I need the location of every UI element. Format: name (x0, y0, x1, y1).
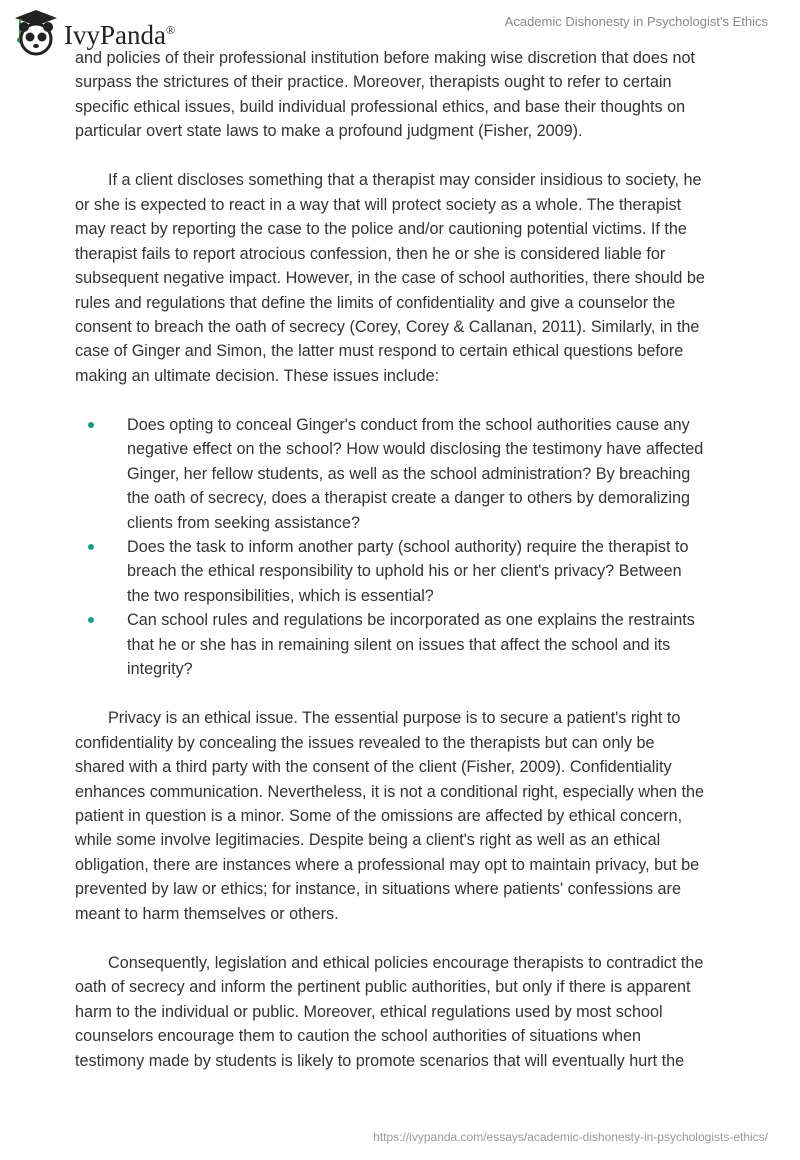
text-line: while some involve legitimacies. Despite being a client's right as well as an ethical (75, 831, 661, 850)
text-line: rules and regulations that define the limits of confidentiality and give a counselor the (75, 293, 676, 312)
essay-body (75, 46, 755, 1097)
text-line: enhances communication. Nevertheless, it is not a conditional right, especially when the (75, 782, 704, 801)
text-line: case of Ginger and Simon, the latter must respond to certain ethical questions before (75, 342, 684, 361)
paragraph (75, 706, 755, 926)
logo-text: IvyPanda® (64, 19, 176, 50)
list-item (75, 413, 755, 535)
text-line: prevented by law or ethics; for instance, in situations where patients' confessions are (75, 880, 681, 899)
text-line: Can school rules and regulations be incorporated as one explains the restraints (127, 611, 695, 630)
text-line: specific ethical issues, build individual professional ethics, and base their thoughts on (75, 97, 686, 116)
paragraph (75, 168, 755, 388)
text-line: and policies of their professional institution before making wise discretion that does not (75, 49, 695, 67)
text-line: breach the ethical responsibility to uphold his or her client's privacy? Between (127, 562, 682, 581)
text-line: oath of secrecy and inform the pertinent public authorities, but only if there is apparent (75, 978, 691, 997)
list-item (75, 535, 755, 608)
text-line: Does opting to conceal Ginger's conduct from the school authorities cause any (127, 415, 690, 434)
text-line: particular overt state laws to make a profound judgment (Fisher, 2009). (75, 122, 583, 141)
text-line: negative effect on the school? How would disclosing the testimony have affected (127, 440, 704, 459)
text-line: therapist fails to report atrocious confession, then he or she is considered liable for (75, 244, 666, 263)
text-line: harm to the individual or public. Moreover, ethical regulations used by most school (75, 1002, 663, 1021)
list-item (75, 608, 755, 681)
text-line: the two responsibilities, which is essential? (127, 586, 434, 605)
text-line: meant to harm themselves or others. (75, 904, 339, 923)
text-line: may react by reporting the case to the police and/or cautioning potential victims. If the (75, 220, 687, 239)
panda-graduate-icon (14, 8, 58, 56)
text-line: Privacy is an ethical issue. The essential purpose is to secure a patient's right to (108, 709, 681, 728)
paragraph (75, 46, 755, 144)
text-line: integrity? (127, 660, 193, 679)
text-line: patient in question is a minor. Some of the omissions are affected by ethical concern, (75, 807, 683, 825)
paragraph (75, 951, 755, 1073)
text-line: or she is expected to react in a way that will protect society as a whole. The therapist (75, 195, 682, 214)
text-line: subsequent negative impact. However, in the case of school authorities, there should be (75, 269, 705, 288)
text-line: that he or she has in remaining silent on issues that affect the school and its (127, 635, 671, 654)
text-line: Does the task to inform another party (school authority) require the therapist to (127, 538, 689, 557)
text-line: the oath of secrecy, does a therapist create a danger to others by demoralizing (127, 489, 690, 508)
text-line: Consequently, legislation and ethical policies encourage therapists to contradict the (108, 953, 704, 972)
bullet-icon (88, 617, 94, 623)
document-title: Academic Dishonesty in Psychologist's Ethics (504, 14, 768, 29)
bullet-list (75, 413, 755, 682)
text-line: clients from seeking assistance? (127, 513, 361, 532)
text-line: Ginger, her fellow students, as well as the school administration? By breaching (127, 464, 691, 483)
bullet-icon (88, 422, 94, 428)
bullet-icon (88, 544, 94, 550)
text-line: shared with a third party with the consent of the client (Fisher, 2009). Confidentiality (75, 758, 672, 777)
text-line: consent to breach the oath of secrecy (Corey, Corey & Callanan, 2011). Similarly, in the (75, 317, 700, 336)
text-line: If a client discloses something that a therapist may consider insidious to society, he (108, 171, 702, 190)
text-line: obligation, there are instances where a professional may opt to maintain privacy, but be (75, 855, 700, 874)
text-line: making an ultimate decision. These issues include: (75, 366, 440, 385)
text-line: testimony made by students is likely to promote scenarios that will eventually hurt the (75, 1051, 685, 1070)
source-url[interactable]: https://ivypanda.com/essays/academic-dishonesty-in-psychologists-ethics/ (373, 1130, 768, 1144)
text-line: surpass the strictures of their practice. Moreover, therapists ought to refer to certain (75, 73, 672, 92)
text-line: confidentiality by concealing the issues revealed to the therapists but can only be (75, 733, 655, 752)
text-line: counselors encourage them to caution the school authorities of situations when (75, 1027, 642, 1046)
